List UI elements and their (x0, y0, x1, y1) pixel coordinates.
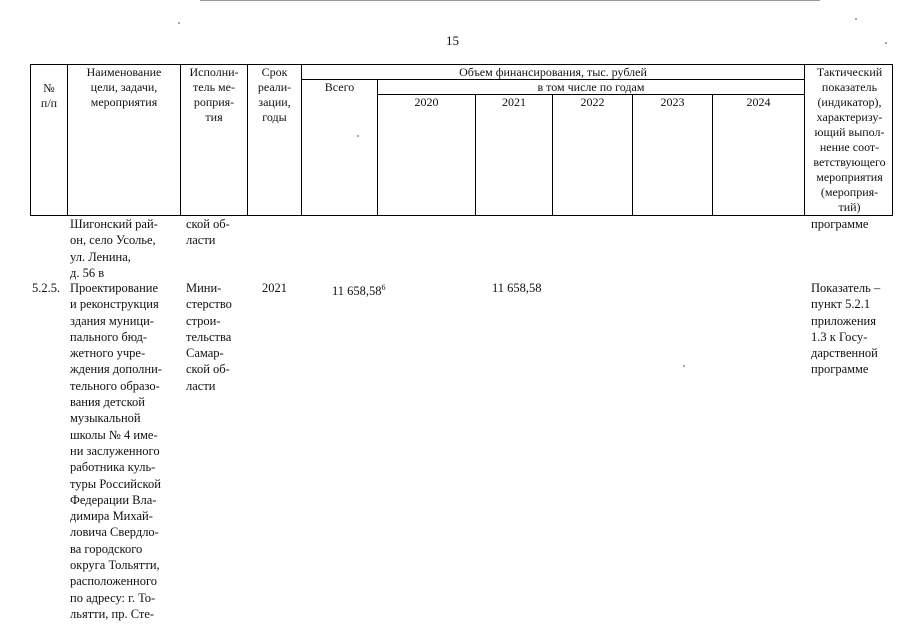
continued-name: Шигонский рай- он, село Усолье, ул. Ленина, д. 56 в (70, 217, 158, 280)
header-year-2024: 2024 (746, 95, 771, 109)
row-term: 2021 (262, 281, 287, 295)
scan-speck (178, 22, 180, 24)
page-number: 15 (446, 33, 459, 48)
row-total-value: 11 658,58 (332, 284, 382, 299)
header-year-2023: 2023 (660, 95, 685, 109)
header-total: Всего (324, 80, 355, 94)
header-term: Срок реали- зации, годы (257, 65, 292, 124)
row-name: Проектирование и реконструкция здания муници- пального бюд- жетного учре- ждения дополни- тельного образо- вания детской музыкальной школы № 4 име- ни заслуженного работника куль- туры Российской Федерации Вла- димира Михай- ловича Свердло- ва городского округа Тольятти, расположенного по адресу: г. То- льятти, пр. Сте- (70, 281, 162, 621)
row-indicator: Показатель – пункт 5.2.1 приложения 1.3 к Госу- дарственной программе (811, 281, 881, 377)
row-executor: Мини- стерство строи- тельства Самар- ской об- ласти (186, 281, 232, 393)
header-funding: Объем финансирования, тыс. рублей (459, 65, 647, 79)
col-divider (475, 94, 476, 215)
header-num: № п/п (40, 81, 58, 110)
row-2021-value: 11 658,58 (492, 281, 542, 295)
header-indicator: Тактический показатель (индикатор), характеризу- ющий выпол- нение соот- ветствующего мероприятия (мероприя- тий) (813, 65, 886, 214)
header-executor: Исполни- тель ме- роприя- тия (189, 65, 239, 124)
row-number: 5.2.5. (32, 281, 61, 295)
scan-speck (855, 18, 857, 20)
continued-executor: ской об- ласти (186, 217, 230, 248)
scan-speck (885, 42, 887, 44)
col-divider (712, 94, 713, 215)
header-name: Наименование цели, задачи, мероприятия (86, 65, 162, 109)
header-year-2022: 2022 (580, 95, 605, 109)
scan-speck (357, 135, 359, 137)
top-edge-line (200, 0, 820, 1)
header-year-2020: 2020 (414, 95, 439, 109)
table-header (30, 64, 893, 216)
row-total-footnote: 6 (381, 283, 386, 292)
col-divider (632, 94, 633, 215)
scan-speck (683, 365, 685, 367)
row-total (332, 280, 402, 299)
continued-indicator: программе (811, 217, 869, 231)
col-divider (552, 94, 553, 215)
header-by-years: в том числе по годам (537, 80, 645, 94)
header-year-2021: 2021 (502, 95, 526, 109)
